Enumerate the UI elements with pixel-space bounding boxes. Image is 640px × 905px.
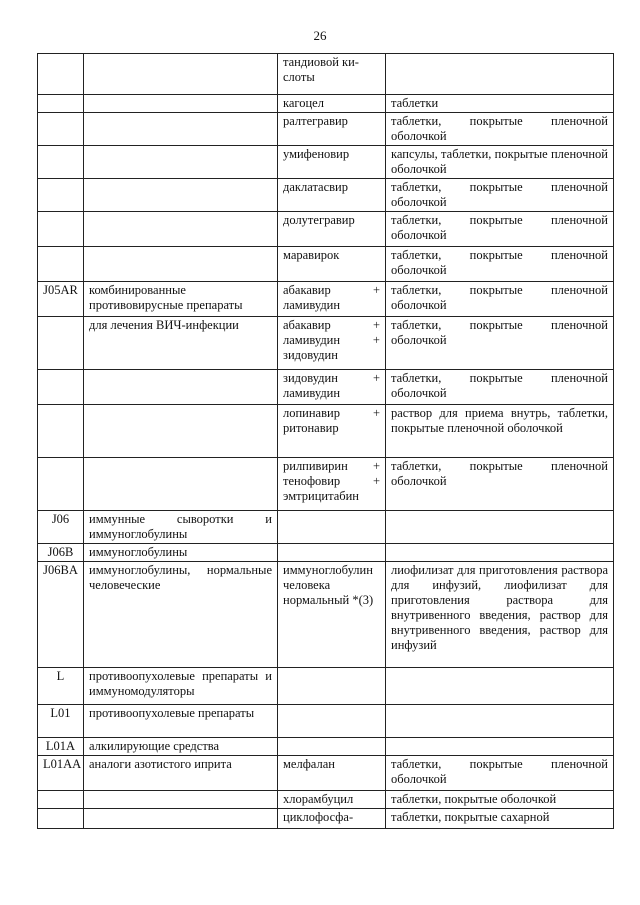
table-cell-group	[84, 405, 278, 458]
table-cell-group	[84, 458, 278, 511]
table-cell-drug: долутегравир	[278, 212, 386, 247]
table-cell-form: таблетки, покрытые пленочной оболочкой	[386, 370, 614, 405]
table-cell-code	[38, 370, 84, 405]
table-cell-form: таблетки, покрытые пленочной оболочкой	[386, 282, 614, 317]
table-cell-form: таблетки	[386, 95, 614, 113]
table-cell-form	[386, 544, 614, 562]
table-cell-code	[38, 146, 84, 179]
table-row	[38, 405, 614, 458]
table-row	[38, 809, 614, 829]
table-row	[38, 756, 614, 791]
table-cell-form: таблетки, покрытые пленочной оболочкой	[386, 247, 614, 282]
table-cell-group	[84, 247, 278, 282]
table-cell-code: J06B	[38, 544, 84, 562]
table-cell-form: таблетки, покрытые оболочкой	[386, 791, 614, 809]
table-row	[38, 179, 614, 212]
table-cell-code: J06	[38, 511, 84, 544]
table-cell-code	[38, 113, 84, 146]
table-cell-code: J06BA	[38, 562, 84, 668]
table-cell-group: противоопухолевые препараты и иммуномодуляторы	[84, 668, 278, 705]
table-cell-drug	[278, 511, 386, 544]
table-cell-code: L	[38, 668, 84, 705]
page-number: 26	[313, 28, 327, 43]
table-row	[38, 54, 614, 95]
table-cell-form: таблетки, покрытые пленочной оболочкой	[386, 179, 614, 212]
table-cell-group	[84, 791, 278, 809]
table-row	[38, 95, 614, 113]
table-row	[38, 282, 614, 317]
table-cell-form: таблетки, покрытые сахарной	[386, 809, 614, 829]
table-cell-drug: умифеновир	[278, 146, 386, 179]
table-cell-group: комбинированные противовирусные препараты	[84, 282, 278, 317]
table-cell-drug: циклофосфа-	[278, 809, 386, 829]
table-cell-code	[38, 405, 84, 458]
table-cell-drug: рилпивирин + тенофовир + эмтрицитабин	[278, 458, 386, 511]
table-cell-form: таблетки, покрытые пленочной оболочкой	[386, 756, 614, 791]
table-cell-form	[386, 668, 614, 705]
table-cell-form: таблетки, покрытые пленочной оболочкой	[386, 317, 614, 370]
table-cell-drug	[278, 668, 386, 705]
table-cell-code: J05AR	[38, 282, 84, 317]
table-cell-form	[386, 705, 614, 738]
table-row	[38, 544, 614, 562]
table-cell-form: таблетки, покрытые пленочной оболочкой	[386, 113, 614, 146]
table-cell-code	[38, 458, 84, 511]
table-cell-drug: тандиовой ки- слоты	[278, 54, 386, 95]
table-cell-group	[84, 179, 278, 212]
table-cell-group	[84, 146, 278, 179]
table-cell-drug: зидовудин + ламивудин	[278, 370, 386, 405]
table-row	[38, 458, 614, 511]
table-cell-drug	[278, 738, 386, 756]
table-cell-drug: хлорамбуцил	[278, 791, 386, 809]
table-row	[38, 705, 614, 738]
table-cell-code	[38, 247, 84, 282]
table-cell-drug: ралтегравир	[278, 113, 386, 146]
table-row	[38, 146, 614, 179]
table-cell-group	[84, 809, 278, 829]
table-cell-code: L01AA	[38, 756, 84, 791]
table-cell-drug: маравирок	[278, 247, 386, 282]
table-cell-code	[38, 54, 84, 95]
table-row	[38, 791, 614, 809]
table-cell-group	[84, 95, 278, 113]
table-row	[38, 247, 614, 282]
table-cell-form: раствор для приема внутрь, таблетки, покрытые пленочной оболочкой	[386, 405, 614, 458]
table-cell-code	[38, 95, 84, 113]
table-row	[38, 113, 614, 146]
table-cell-group: аналоги азотистого иприта	[84, 756, 278, 791]
table-cell-code	[38, 809, 84, 829]
table-row	[38, 370, 614, 405]
table-cell-drug: абакавир + ламивудин + зидовудин	[278, 317, 386, 370]
table-cell-form	[386, 54, 614, 95]
table-cell-code	[38, 212, 84, 247]
table-cell-drug: даклатасвир	[278, 179, 386, 212]
table-row	[38, 317, 614, 370]
table-cell-group	[84, 54, 278, 95]
table-cell-drug: кагоцел	[278, 95, 386, 113]
table-cell-group: иммуноглобулины	[84, 544, 278, 562]
table-cell-group: иммунные сыворотки и иммуноглобулины	[84, 511, 278, 544]
table-cell-drug: лопинавир + ритонавир	[278, 405, 386, 458]
table-cell-group: иммуноглобулины, нормальные человеческие	[84, 562, 278, 668]
table-row	[38, 562, 614, 668]
table-cell-drug: мелфалан	[278, 756, 386, 791]
table-cell-drug	[278, 705, 386, 738]
table-cell-code	[38, 179, 84, 212]
table-cell-code	[38, 791, 84, 809]
table-cell-group: для лечения ВИЧ-инфекции	[84, 317, 278, 370]
table-cell-form	[386, 511, 614, 544]
table-row	[38, 212, 614, 247]
drug-list-table	[37, 53, 614, 829]
table-cell-form: капсулы, таблетки, покрытые пленочной оболочкой	[386, 146, 614, 179]
table-cell-group	[84, 370, 278, 405]
table-cell-drug: иммуноглобулин человека нормальный *(3)	[278, 562, 386, 668]
table-cell-drug	[278, 544, 386, 562]
table-cell-code: L01	[38, 705, 84, 738]
table-cell-form	[386, 738, 614, 756]
table-cell-form: лиофилизат для приготовления раствора для инфузий, лиофилизат для приготовления раствора для внутривенного введения, раствор для внутривенного введения, раствор для инфузий	[386, 562, 614, 668]
table-cell-group	[84, 113, 278, 146]
table-row	[38, 511, 614, 544]
table-row	[38, 668, 614, 705]
table-row	[38, 738, 614, 756]
table-cell-group: алкилирующие средства	[84, 738, 278, 756]
table-cell-code	[38, 317, 84, 370]
table-cell-group	[84, 212, 278, 247]
table-cell-form: таблетки, покрытые пленочной оболочкой	[386, 458, 614, 511]
table-cell-group: противоопухолевые препараты	[84, 705, 278, 738]
table-cell-code: L01A	[38, 738, 84, 756]
table-cell-form: таблетки, покрытые пленочной оболочкой	[386, 212, 614, 247]
table-cell-drug: абакавир + ламивудин	[278, 282, 386, 317]
